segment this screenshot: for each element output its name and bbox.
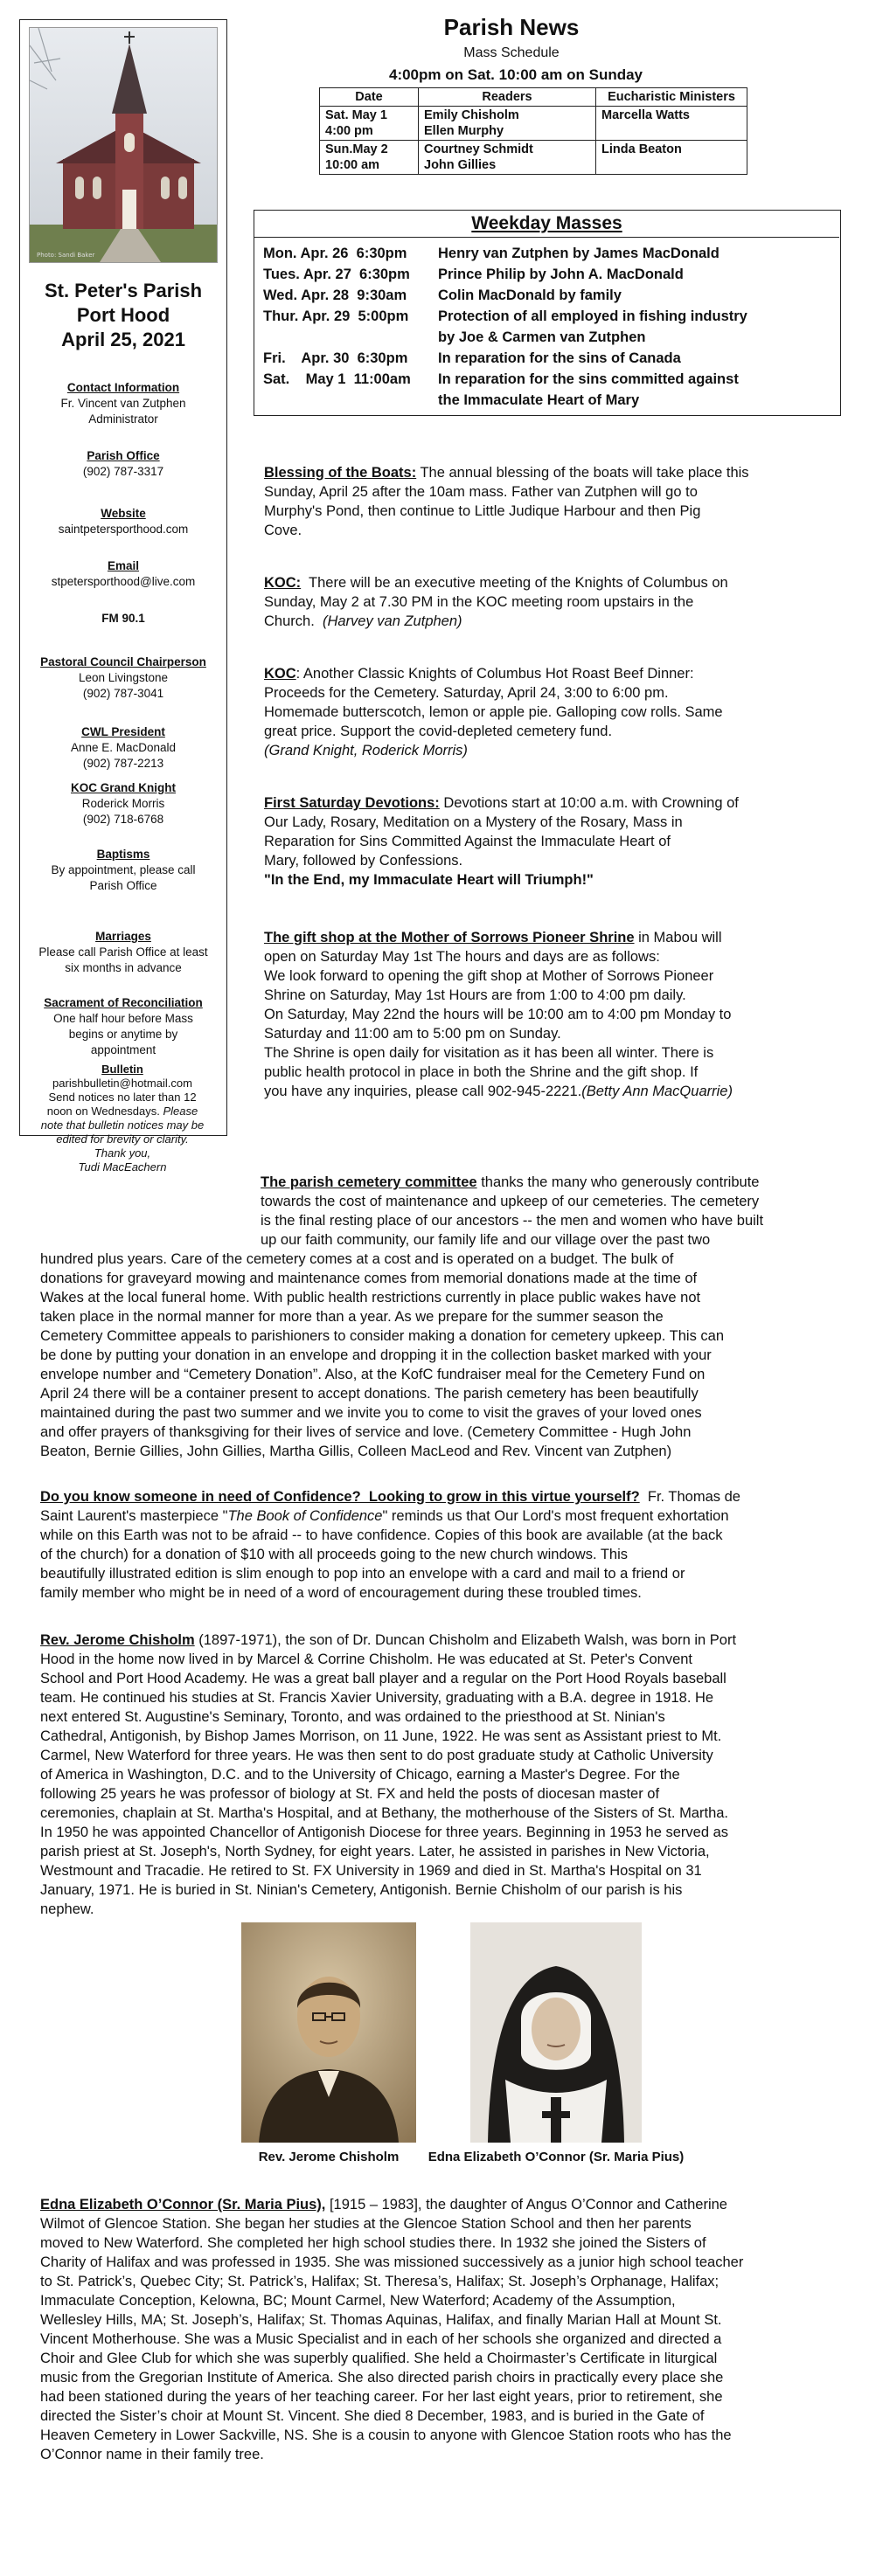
text-line: Cemetery Committee appeals to parishioners to consider making a donation for cemetery upkeep. This can: [40, 1328, 725, 1344]
mass-intention: In reparation for the sins of Canada: [438, 350, 681, 366]
text-line: to St. Patrick’s, Quebec City; St. Patrick’s, Halifax; St. Theresa’s, Halifax; St. Joseph’s Orphanage, Halifax;: [40, 2274, 720, 2289]
text-line: nephew.: [40, 1901, 94, 1917]
koc-dinner-notice: [264, 664, 841, 760]
email-link[interactable]: stpetersporthood@live.com: [51, 575, 196, 588]
line-text: " reminds us that Our Lord's most frequent exhortation: [382, 1508, 729, 1524]
weekday-masses-box: [254, 210, 841, 416]
website-block: [24, 506, 223, 537]
table-row: [320, 107, 747, 141]
first-saturday-notice: [264, 793, 841, 890]
text-line: Homemade butterscotch, lemon or apple pie. Galloping cow rolls. Same: [264, 704, 723, 720]
text-line: We look forward to opening the gift shop at Mother of Sorrows Pioneer: [264, 968, 714, 984]
text-line: following 25 years he was professor of biology at St. FX and held the posts of diocesan master of: [40, 1786, 660, 1802]
text-line: Saturday and 11:00 am to 5:00 pm on Sunday.: [264, 1026, 561, 1042]
reader-name: Emily Chisholm: [424, 108, 519, 122]
text-line: Murphy's Pond, then continue to Little Judique Harbour and then Pig: [264, 503, 701, 519]
pastoral-council-phone: (902) 787-3041: [82, 687, 164, 700]
text-line: Wilmot of Glencoe Station. She began her studies at the Glencoe Station School and then her parents: [40, 2216, 692, 2232]
table-cell: [419, 141, 596, 175]
mass-intention: Colin MacDonald by family: [438, 287, 622, 303]
text-line: Sunday, April 25 after the 10am mass. Father van Zutphen will go to: [264, 484, 698, 500]
contact-role: Administrator: [88, 412, 158, 426]
text-line: Mary, followed by Confessions.: [264, 853, 463, 869]
fm-frequency: FM 90.1: [101, 612, 145, 625]
devotion-quote: "In the End, my Immaculate Heart will Triumph!": [264, 872, 594, 888]
text-line: directed the Sister’s choir at Mount St. Vincent. She died 8 December, 1983, and is buried in the Gate of: [40, 2408, 705, 2424]
text-line: Charity of Halifax and was professed in 1935. She was missioned successively as a junior high school teacher: [40, 2254, 744, 2270]
text-line: [264, 664, 841, 683]
cwl-heading: CWL President: [81, 725, 165, 738]
oconnor-heading: Edna Elizabeth O’Connor (Sr. Maria Pius),: [40, 2197, 326, 2212]
marriages-block: [24, 929, 223, 976]
koc-heading: KOC:: [264, 575, 302, 591]
bulletin-line: edited for brevity or clarity.: [56, 1132, 189, 1146]
oconnor-biography: [40, 2195, 853, 2464]
text-line: ceremonies, chaplain at St. Martha's Hospital, and at Bethany, the motherhouse of the Sisters of St. Martha.: [40, 1805, 729, 1821]
text-line: open on Saturday May 1st The hours and days are as follows:: [264, 949, 660, 965]
text-line: moved to New Waterford. She completed her high school studies there. In 1932 she joined the Sisters of: [40, 2235, 706, 2251]
mass-schedule-title: Mass Schedule: [463, 45, 560, 60]
text-line: Westmount and Tracadie. He retired to St. FX University in 1969 and died in St. Martha's Hospital on 31: [40, 1863, 702, 1879]
reconciliation-line: One half hour before Mass: [53, 1012, 193, 1025]
table-cell: Marcella Watts: [596, 107, 747, 141]
notice-credit: (Betty Ann MacQuarrie): [581, 1084, 733, 1099]
contact-heading: Contact Information: [66, 381, 180, 394]
text-line: maintained during the past two summer and we invite you to come to visit the graves of your loved ones: [40, 1405, 702, 1421]
bulletin-line: note that bulletin notices may be: [40, 1118, 205, 1132]
parish-office-phone: (902) 787-3317: [82, 465, 164, 478]
email-block: [24, 558, 223, 590]
text-line: Cove.: [264, 523, 302, 538]
line-text: [1915 – 1983], the daughter of Angus O’Connor and Catherine: [325, 2197, 727, 2212]
line-text: There will be an executive meeting of the Knights of Columbus on: [301, 575, 728, 591]
text-line: donations for graveyard mowing and maintenance comes from memorial donations made at the time of: [40, 1271, 698, 1286]
column-header: Readers: [419, 88, 596, 107]
mass-time: Sat. May 1 11:00am: [263, 371, 411, 387]
table-cell: [320, 141, 419, 175]
text-line: Carmel, New Waterford for three years. He was then sent to do post graduate study at Catholic University: [40, 1748, 713, 1763]
text-line: [40, 1631, 853, 1650]
weekday-row: [263, 370, 739, 389]
reconciliation-line: begins or anytime by: [68, 1028, 178, 1041]
text-line: [261, 1173, 846, 1192]
text-line: Immaculate Conception, Kelowna, BC; Mount Carmel, New Waterford; Academy of the Assumption,: [40, 2293, 676, 2309]
text-line: parish priest at St. Joseph's, North Sydney, for eight years. Later, he assisted in parishes in New Victoria,: [40, 1844, 710, 1859]
time-text: 10:00 am: [325, 158, 380, 172]
text-line: School and Port Hood Academy. He was a great ball player and a regular on the Port Hood Royals baseball: [40, 1671, 726, 1686]
line-text: thanks the many who generously contribute: [476, 1174, 760, 1190]
cwl-block: [24, 724, 223, 772]
mass-intention: by Joe & Carmen van Zutphen: [438, 329, 646, 345]
chisholm-biography: [40, 1631, 853, 1919]
notice-credit: (Harvey van Zutphen): [322, 613, 462, 629]
text-line: [40, 1506, 853, 1526]
mass-intention: In reparation for the sins committed against: [438, 371, 739, 387]
text-line: is the final resting place of our ancestors -- the men and women who have built: [261, 1213, 764, 1229]
text-line: January, 1971. He is buried in St. Ninian's Cemetery, Antigonish. Bernie Chisholm of our parish is his: [40, 1882, 683, 1898]
text-line: towards the cost of maintenance and upkeep of our cemeteries. The cemetery: [261, 1194, 760, 1209]
parish-name: St. Peter's Parish: [44, 280, 203, 301]
table-cell: [419, 107, 596, 141]
page-title: Parish News: [443, 14, 580, 40]
reconciliation-heading: Sacrament of Reconciliation: [44, 996, 203, 1009]
book-title: The Book of Confidence: [227, 1508, 383, 1524]
text-line: On Saturday, May 22nd the hours will be 10:00 am to 4:00 pm Monday to: [264, 1007, 732, 1022]
column-header: Date: [320, 88, 419, 107]
line-text: (1897-1971), the son of Dr. Duncan Chisholm and Elizabeth Walsh, was born in Port: [194, 1632, 737, 1648]
bulletin-email[interactable]: parishbulletin@hotmail.com: [52, 1077, 192, 1090]
mass-time: Wed. Apr. 28 9:30am: [263, 287, 407, 303]
text-line: Our Lady, Rosary, Meditation on a Mystery of the Rosary, Mass in: [264, 814, 683, 830]
text-line: [40, 2195, 853, 2214]
weekday-row: [263, 286, 622, 305]
text-line: and offer prayers of thanksgiving for their lives of service and love. (Cemetery Committee - Hugh John: [40, 1424, 692, 1440]
koc-meeting-notice: [264, 573, 841, 631]
text-line: In 1950 he was appointed Chancellor of Antigonish Diocese for three years. Beginning in 1953 he served as: [40, 1825, 729, 1840]
blessing-notice: [264, 463, 841, 540]
text-line: Beaton, Bernie Gillies, John Gillies, Martha Gillis, Colleen MacLeod and Rev. Vincent van Zutphen): [40, 1444, 672, 1459]
baptisms-block: [24, 847, 223, 894]
weekday-row: [263, 265, 684, 284]
text-line: Shrine on Saturday, May 1st Hours are from 1:00 to 4:00 pm daily.: [264, 987, 686, 1003]
mass-intention: Protection of all employed in fishing industry: [438, 308, 747, 324]
text-line: April 24 there will be a container present to accept donations. The parish cemetery has been beautifully: [40, 1386, 699, 1402]
website-heading: Website: [101, 507, 146, 520]
date-text: Sun.May 2: [325, 142, 388, 156]
pastoral-council-name: Leon Livingstone: [78, 671, 169, 684]
text-line: [264, 793, 841, 813]
weekday-row: [263, 328, 645, 347]
column-header: Eucharistic Ministers: [596, 88, 747, 107]
koc-block: [24, 780, 223, 828]
line-text: Saint Laurent's masterpiece ": [40, 1508, 228, 1524]
text-line: great price. Support the covid-depleted cemetery fund.: [264, 724, 613, 739]
cwl-phone: (902) 787-2213: [82, 757, 164, 770]
text-line: music from the Gregorian Institute of America. She also directed parish choirs in practically every place she: [40, 2370, 724, 2386]
text-line: Wellesley Hills, MA; St. Joseph’s, Halifax; St. Thomas Aquinas, Halifax, and finally Marian Hall at Mount St.: [40, 2312, 722, 2328]
bulletin-line: [23, 1104, 222, 1118]
text-line: [264, 573, 841, 592]
text-line: while on this Earth was not to be afraid -- to have confidence. Copies of this book are available (at the back: [40, 1527, 723, 1543]
bulletin-date: April 25, 2021: [61, 329, 185, 350]
text-line: beautifully illustrated edition is slim enough to pop into an envelope with a card and mail to a friend or: [40, 1566, 685, 1582]
oconnor-portrait: [470, 1922, 642, 2143]
schedule-table: [319, 87, 747, 175]
weekday-row: [263, 391, 639, 410]
weekday-row: [263, 244, 720, 263]
chisholm-caption: Rev. Jerome Chisholm: [258, 2150, 400, 2164]
first-saturday-heading: First Saturday Devotions:: [264, 795, 440, 811]
bulletin-text: noon on Wednesdays.: [46, 1104, 160, 1118]
koc-heading: KOC Grand Knight: [71, 781, 176, 794]
text-line: [264, 463, 841, 482]
text-line: Proceeds for the Cemetery. Saturday, April 24, 3:00 to 6:00 pm.: [264, 685, 669, 701]
bulletin-signature: Tudi MacEachern: [78, 1160, 167, 1174]
text-line: had been stationed during the years of her teaching career. For her last eight years, prior to retirement, she: [40, 2389, 723, 2405]
text-line: envelope number and “Cemetery Donation”. Also, at the KofC fundraiser meal for the Cemetery Fund on: [40, 1367, 706, 1382]
text-line: be done by putting your donation in an envelope and dropping it in the collection basket marked with your: [40, 1347, 712, 1363]
line-text: Devotions start at 10:00 a.m. with Crowning of: [439, 795, 739, 811]
table-cell: Linda Beaton: [596, 141, 747, 175]
text-line: Reparation for Sins Committed Against the Immaculate Heart of: [264, 834, 671, 849]
baptisms-line: Parish Office: [89, 879, 157, 892]
koc-name: Roderick Morris: [81, 797, 165, 810]
confidence-heading: Do you know someone in need of Confidence? Looking to grow in this virtue yourself?: [40, 1489, 640, 1505]
text-line: Hood in the home now lived in by Marcel & Corrine Chisholm. He was educated at St. Peter's Convent: [40, 1652, 693, 1667]
text-line: taken place in the normal manner for more than a year. As we prepare for the summer season the: [40, 1309, 664, 1325]
text-line: Sunday, May 2 at 7.30 PM in the KOC meeting room upstairs in the: [264, 594, 694, 610]
line-text: : Another Classic Knights of Columbus Hot Roast Beef Dinner:: [295, 666, 694, 682]
notice-credit: (Grand Knight, Roderick Morris): [264, 743, 468, 758]
text-line: public health protocol in place in both the Shrine and the gift shop. If: [264, 1064, 699, 1080]
text-line: Vincent Motherhouse. She was a Music Specialist and in each of her schools she organized and directed a: [40, 2331, 722, 2347]
text-line: up our faith community, our family life and our village over the past two: [261, 1232, 711, 1248]
mass-time: Mon. Apr. 26 6:30pm: [263, 246, 407, 261]
text-line: [264, 612, 841, 631]
cemetery-heading: The parish cemetery committee: [261, 1174, 477, 1190]
baptisms-heading: Baptisms: [96, 848, 150, 861]
line-text: Church.: [264, 613, 323, 629]
pastoral-council-heading: Pastoral Council Chairperson: [40, 655, 206, 668]
text-line: Choir and Glee Club for which she was superbly qualified. She held a Choirmaster’s Certificate in liturgical: [40, 2351, 718, 2366]
bulletin-heading: Bulletin: [101, 1063, 143, 1076]
bulletin-text: Send notices no later than 12: [48, 1091, 197, 1104]
reader-name: Ellen Murphy: [424, 124, 504, 138]
table-row: [320, 141, 747, 175]
table-header-row: [320, 88, 747, 107]
contact-name: Fr. Vincent van Zutphen: [60, 397, 186, 410]
oconnor-caption: Edna Elizabeth O’Connor (Sr. Maria Pius): [428, 2150, 685, 2164]
date-text: Sat. May 1: [325, 108, 387, 122]
mass-intention: Prince Philip by John A. MacDonald: [438, 267, 684, 282]
cwl-name: Anne E. MacDonald: [70, 741, 177, 754]
bulletin-line: [23, 1091, 222, 1104]
time-text: 4:00 pm: [325, 124, 373, 138]
weekday-masses-title: [254, 211, 839, 238]
gift-shop-notice: [264, 928, 841, 1101]
confidence-notice: [40, 1487, 853, 1603]
marriages-line: Please call Parish Office at least: [38, 945, 208, 959]
bulletin-line: Thank you,: [94, 1146, 151, 1160]
mass-intention: the Immaculate Heart of Mary: [438, 392, 640, 408]
photo-credit: Photo: Sandi Baker: [37, 252, 95, 259]
line-text: in Mabou will: [634, 930, 722, 945]
line-text: The annual blessing of the boats will take place this: [416, 465, 749, 481]
marriages-heading: Marriages: [95, 930, 151, 943]
baptisms-line: By appointment, please call: [51, 863, 196, 876]
text-line: O’Connor name in their family tree.: [40, 2447, 264, 2462]
text-line: Wakes at the local funeral home. With public health restrictions currently in place public wakes have not: [40, 1290, 701, 1305]
parish-town: Port Hood: [76, 304, 170, 326]
line-text: you have any inquiries, please call 902-945-2221.: [264, 1084, 582, 1099]
text-line: of the church) for a donation of $10 with all proceeds going to the new church windows. This: [40, 1547, 629, 1562]
text-line: [40, 1487, 853, 1506]
mass-time: Fri. Apr. 30 6:30pm: [263, 350, 408, 366]
text-line: hundred plus years. Care of the cemetery comes at a cost and is operated on a budget. The bulk of: [40, 1251, 674, 1267]
reconciliation-block: [24, 995, 223, 1058]
email-heading: Email: [107, 559, 140, 572]
koc-heading: KOC: [264, 666, 296, 682]
marriages-line: six months in advance: [65, 961, 182, 974]
parish-office-heading: Parish Office: [87, 449, 160, 462]
contact-block: [24, 380, 223, 427]
line-text: Fr. Thomas de: [639, 1489, 740, 1505]
text-line: [264, 1082, 841, 1101]
reconciliation-line: appointment: [90, 1043, 156, 1056]
mass-time: Thur. Apr. 29 5:00pm: [263, 308, 409, 324]
sidebar: [19, 19, 227, 1136]
text-line: Heaven Cemetery in Lower Sackville, NS. She is a cousin to anyone with Glencoe Station roots who has the: [40, 2427, 732, 2443]
website-link[interactable]: saintpetersporthood.com: [58, 523, 189, 536]
weekday-title-text: Weekday Masses: [471, 213, 622, 233]
weekday-row: [263, 307, 747, 326]
cemetery-notice-top: [261, 1173, 846, 1250]
reader-name: John Gillies: [424, 158, 497, 172]
text-line: of America in Washington, D.C. and to the University of Chicago, earning a Master's Degree. For the: [40, 1767, 680, 1783]
text-line: Cathedral, Antigonish, by Bishop James Morrison, on 11 June, 1922. He was sent as Assistant priest to Mt.: [40, 1728, 722, 1744]
pastoral-council-block: [24, 654, 223, 702]
text-line: The Shrine is open daily for visitation as it has been all winter. There is: [264, 1045, 714, 1061]
table-cell: [320, 107, 419, 141]
church-photo: [29, 27, 218, 263]
text-line: next entered St. Augustine's Seminary, Toronto, and was ordained to the priesthood at St. Ninian's: [40, 1709, 665, 1725]
mass-times: 4:00pm on Sat. 10:00 am on Sunday: [388, 66, 643, 83]
weekday-row: [263, 349, 681, 368]
text-line: [264, 928, 841, 947]
mass-intention: Henry van Zutphen by James MacDonald: [438, 246, 720, 261]
chisholm-heading: Rev. Jerome Chisholm: [40, 1632, 195, 1648]
parish-office-block: [24, 448, 223, 480]
bulletin-block: [23, 1063, 222, 1174]
text-line: team. He continued his studies at St. Francis Xavier University, graduating with a B.A. degree in 1918. He: [40, 1690, 714, 1706]
gift-shop-heading: The gift shop at the Mother of Sorrows Pioneer Shrine: [264, 930, 635, 945]
bulletin-text: Please: [163, 1104, 198, 1118]
cemetery-notice-body: [40, 1250, 853, 1461]
text-line: family member who might be in need of a word of encouragement during these troubled times.: [40, 1585, 642, 1601]
reader-name: Courtney Schmidt: [424, 142, 533, 156]
blessing-heading: Blessing of the Boats:: [264, 465, 417, 481]
chisholm-portrait: [241, 1922, 416, 2143]
koc-phone: (902) 718-6768: [82, 813, 164, 826]
mass-time: Tues. Apr. 27 6:30pm: [263, 267, 410, 282]
